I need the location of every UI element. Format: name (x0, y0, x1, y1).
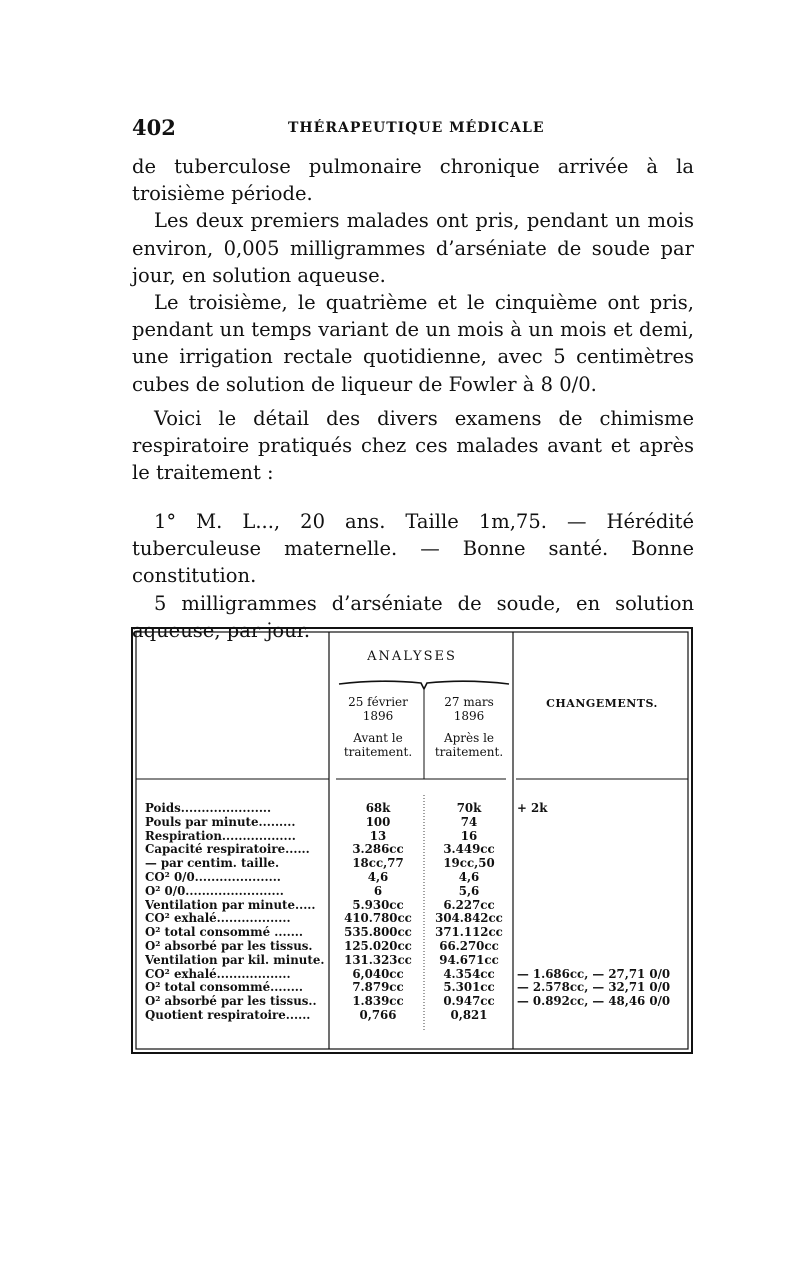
row-label: Respiration.................. (145, 829, 296, 843)
change-value: — 0.892cc, — 48,46 0/0 (517, 994, 671, 1009)
after-label-1: Après le (443, 731, 495, 745)
row-label: Poids...................... (145, 802, 272, 815)
before-date: 25 février (348, 695, 408, 709)
before-value: 68k (365, 801, 391, 815)
after-value: 0.947cc (443, 994, 495, 1009)
row-label: Quotient respiratoire...... (145, 1008, 311, 1022)
paragraph-5: 1° M. L..., 20 ans. Taille 1m,75. — Hérédité tuberculeuse maternelle. — Bonne santé. Bonne constitution. (132, 510, 694, 588)
after-value: 371.112cc (435, 925, 503, 940)
page-number: 402 (132, 115, 176, 140)
after-value: 6.227cc (443, 897, 495, 912)
after-value: 19cc,50 (443, 856, 495, 871)
after-value: 3.449cc (443, 842, 495, 857)
after-value: 5.301cc (443, 980, 495, 995)
row-label: CO² exhalé.................. (145, 967, 291, 981)
before-value: 18cc,77 (352, 856, 404, 871)
before-values-column (331, 802, 425, 1023)
row-label: CO² exhalé.................. (145, 912, 291, 926)
paragraph-3: Le troisième, le quatrième et le cinquième ont pris, pendant un temps variant de un mois à un mois et demi, une irrigation rectale quotidienne, avec 5 centimètres cubes de solution de liqueur de Fowler à 8 0/0. (132, 291, 694, 396)
change-value: + 2k (517, 801, 548, 815)
after-year: 1896 (453, 708, 485, 723)
after-value: 0,821 (450, 1007, 488, 1022)
paragraph-6: 5 milligrammes d’arséniate de soude, en solution aqueuse, par jour. (132, 591, 694, 642)
change-value (517, 871, 693, 885)
before-value: 3.286cc (352, 842, 404, 857)
row-label: O² 0/0........................ (145, 884, 284, 898)
before-year: 1896 (362, 708, 394, 723)
before-value: 0,766 (359, 1007, 397, 1022)
change-value: — 2.578cc, — 32,71 0/0 (517, 980, 671, 995)
body-text-middle (132, 405, 694, 487)
after-label-header (425, 732, 513, 759)
paragraph-4: Voici le détail des divers examens de chimisme respiratoire pratiqués chez ces malades avant et après le traitement : (132, 407, 694, 485)
change-value (517, 899, 693, 913)
after-value: 74 (460, 814, 478, 829)
change-value (517, 830, 693, 844)
row-label: O² total consommé ....... (145, 926, 304, 940)
after-value: 94.671cc (439, 952, 499, 967)
body-text-top (132, 153, 694, 398)
before-value: 6 (373, 883, 383, 898)
after-values-column (425, 802, 513, 1023)
before-value: 100 (365, 814, 391, 829)
after-date-header (425, 696, 513, 723)
before-value: 125.020cc (344, 938, 412, 953)
after-value: 66.270cc (439, 938, 499, 953)
before-value: 7.879cc (352, 980, 404, 995)
body-text-patient (132, 508, 694, 644)
row-label: Ventilation par minute..... (145, 898, 316, 912)
before-value: 4,6 (367, 869, 389, 884)
paragraph-2: Les deux premiers malades ont pris, pendant un mois environ, 0,005 milligrammes d’arséniate de soude par jour, en solution aqueuse. (132, 209, 694, 287)
change-value: — 1.686cc, — 27,71 0/0 (517, 966, 671, 981)
change-value (517, 954, 693, 968)
after-label-2: traitement. (434, 744, 504, 759)
change-value (517, 885, 693, 899)
after-value: 304.842cc (435, 911, 503, 926)
before-value: 131.323cc (344, 952, 412, 967)
row-label: — par centim. taille. (145, 857, 280, 871)
change-value (517, 940, 693, 954)
paragraph-1: de tuberculose pulmonaire chronique arrivée à la troisième période. (132, 155, 694, 206)
change-value (517, 843, 693, 857)
row-label: O² total consommé........ (145, 981, 304, 995)
after-value: 5,6 (458, 883, 480, 898)
before-value: 13 (369, 828, 387, 843)
analysis-table (131, 627, 693, 1054)
analyses-heading: ANALYSES (367, 649, 457, 664)
row-label: O² absorbé par les tissus.. (145, 995, 317, 1009)
before-value: 535.800cc (344, 925, 412, 940)
row-label: CO² 0/0..................... (145, 870, 281, 884)
change-value (517, 912, 693, 926)
before-value: 6,040cc (352, 966, 404, 981)
change-value (517, 926, 693, 940)
change-value (517, 1009, 693, 1023)
after-value: 70k (456, 801, 482, 815)
before-label-2: traitement. (343, 744, 413, 759)
after-date: 27 mars (444, 695, 494, 709)
row-label: Ventilation par kil. minute. (145, 953, 325, 967)
before-label-1: Avant le (353, 731, 403, 745)
before-label-header (331, 732, 425, 759)
after-value: 16 (460, 828, 478, 843)
row-label: O² absorbé par les tissus. (145, 939, 313, 953)
before-value: 410.780cc (344, 911, 412, 926)
change-value (517, 816, 693, 830)
page-header (132, 115, 692, 145)
row-label: Pouls par minute......... (145, 815, 296, 829)
before-date-header (331, 696, 425, 723)
after-value: 4.354cc (443, 966, 495, 981)
row-labels-column (145, 802, 329, 1023)
before-value: 5.930cc (352, 897, 404, 912)
running-title: THÉRAPEUTIQUE MÉDICALE (288, 120, 545, 136)
row-label: Capacité respiratoire...... (145, 843, 310, 857)
change-value (517, 857, 693, 871)
before-value: 1.839cc (352, 994, 404, 1009)
change-values-column (515, 802, 693, 1023)
after-value: 4,6 (458, 869, 480, 884)
changes-heading: CHANGEMENTS. (546, 697, 658, 710)
